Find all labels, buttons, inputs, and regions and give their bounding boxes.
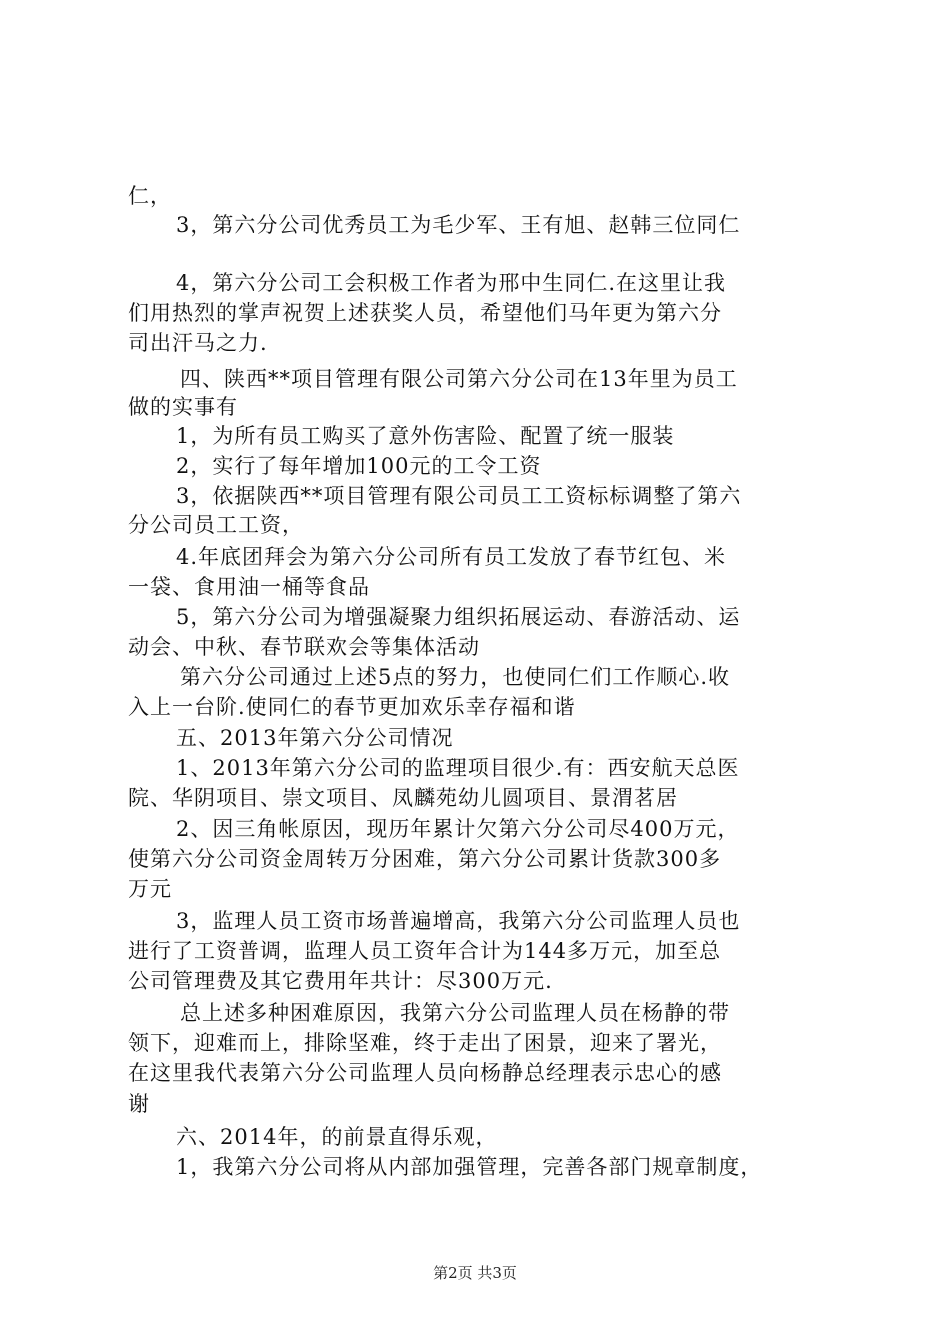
text-line: 2、因三角帐原因，现历年累计欠第六分公司尽400万元， — [176, 817, 740, 841]
text-line: 院、华阴项目、崇文项目、凤麟苑幼儿圆项目、景渭茗居 — [128, 786, 678, 810]
text-line: 五、2013年第六分公司情况 — [176, 726, 454, 750]
text-line: 3，第六分公司优秀员工为毛少军、王有旭、赵韩三位同仁 — [176, 213, 741, 237]
text-line: 3，监理人员工资市场普遍增高，我第六分公司监理人员也 — [176, 909, 741, 933]
text-line: 们用热烈的掌声祝贺上述获奖人员，希望他们马年更为第六分 — [128, 301, 722, 325]
text-line: 3，依据陕西**项目管理有限公司员工工资标标调整了第六 — [176, 484, 742, 508]
text-line: 六、2014年，的前景直得乐观， — [176, 1125, 498, 1149]
text-line: 一袋、食用油一桶等食品 — [128, 575, 370, 599]
text-line: 分公司员工工资， — [128, 513, 304, 537]
page-footer: 第2页 共3页 — [433, 1264, 517, 1282]
text-line: 总上述多种困难原因，我第六分公司监理人员在杨静的带 — [180, 1001, 730, 1025]
text-line: 动会、中秋、春节联欢会等集体活动 — [128, 635, 480, 659]
text-line: 4.年底团拜会为第六分公司所有员工发放了春节红包、米 — [176, 545, 727, 569]
text-line: 第六分公司通过上述5点的努力，也使同仁们工作顺心.收 — [180, 665, 731, 689]
text-line: 仁， — [128, 184, 172, 208]
text-line: 谢 — [128, 1092, 150, 1116]
text-line: 2，实行了每年增加100元的工令工资 — [176, 454, 542, 478]
text-line: 做的实事有 — [128, 395, 238, 419]
text-line: 司出汗马之力. — [128, 331, 268, 355]
text-line: 公司管理费及其它费用年共计：尽300万元. — [128, 969, 553, 993]
text-line: 1，我第六分公司将从内部加强管理，完善各部门规章制度， — [176, 1155, 763, 1179]
text-line: 进行了工资普调，监理人员工资年合计为144多万元，加至总 — [128, 939, 722, 963]
text-line: 万元 — [128, 877, 172, 901]
text-line: 领下，迎难而上，排除坚难，终于走出了困景，迎来了署光， — [128, 1031, 722, 1055]
text-line: 四、陕西**项目管理有限公司第六分公司在13年里为员工 — [180, 367, 738, 391]
text-line: 1、2013年第六分公司的监理项目很少.有：西安航天总医 — [176, 756, 740, 780]
text-line: 入上一台阶.使同仁的春节更加欢乐幸存福和谐 — [128, 695, 576, 719]
text-line: 5，第六分公司为增强凝聚力组织拓展运动、春游活动、运 — [176, 605, 741, 629]
text-line: 4，第六分公司工会积极工作者为邢中生同仁.在这里让我 — [176, 271, 727, 295]
text-line: 在这里我代表第六分公司监理人员向杨静总经理表示忠心的感 — [128, 1061, 722, 1085]
text-line: 使第六分公司资金周转万分困难，第六分公司累计货款300多 — [128, 847, 722, 871]
text-line: 1，为所有员工购买了意外伤害险、配置了统一服装 — [176, 424, 675, 448]
